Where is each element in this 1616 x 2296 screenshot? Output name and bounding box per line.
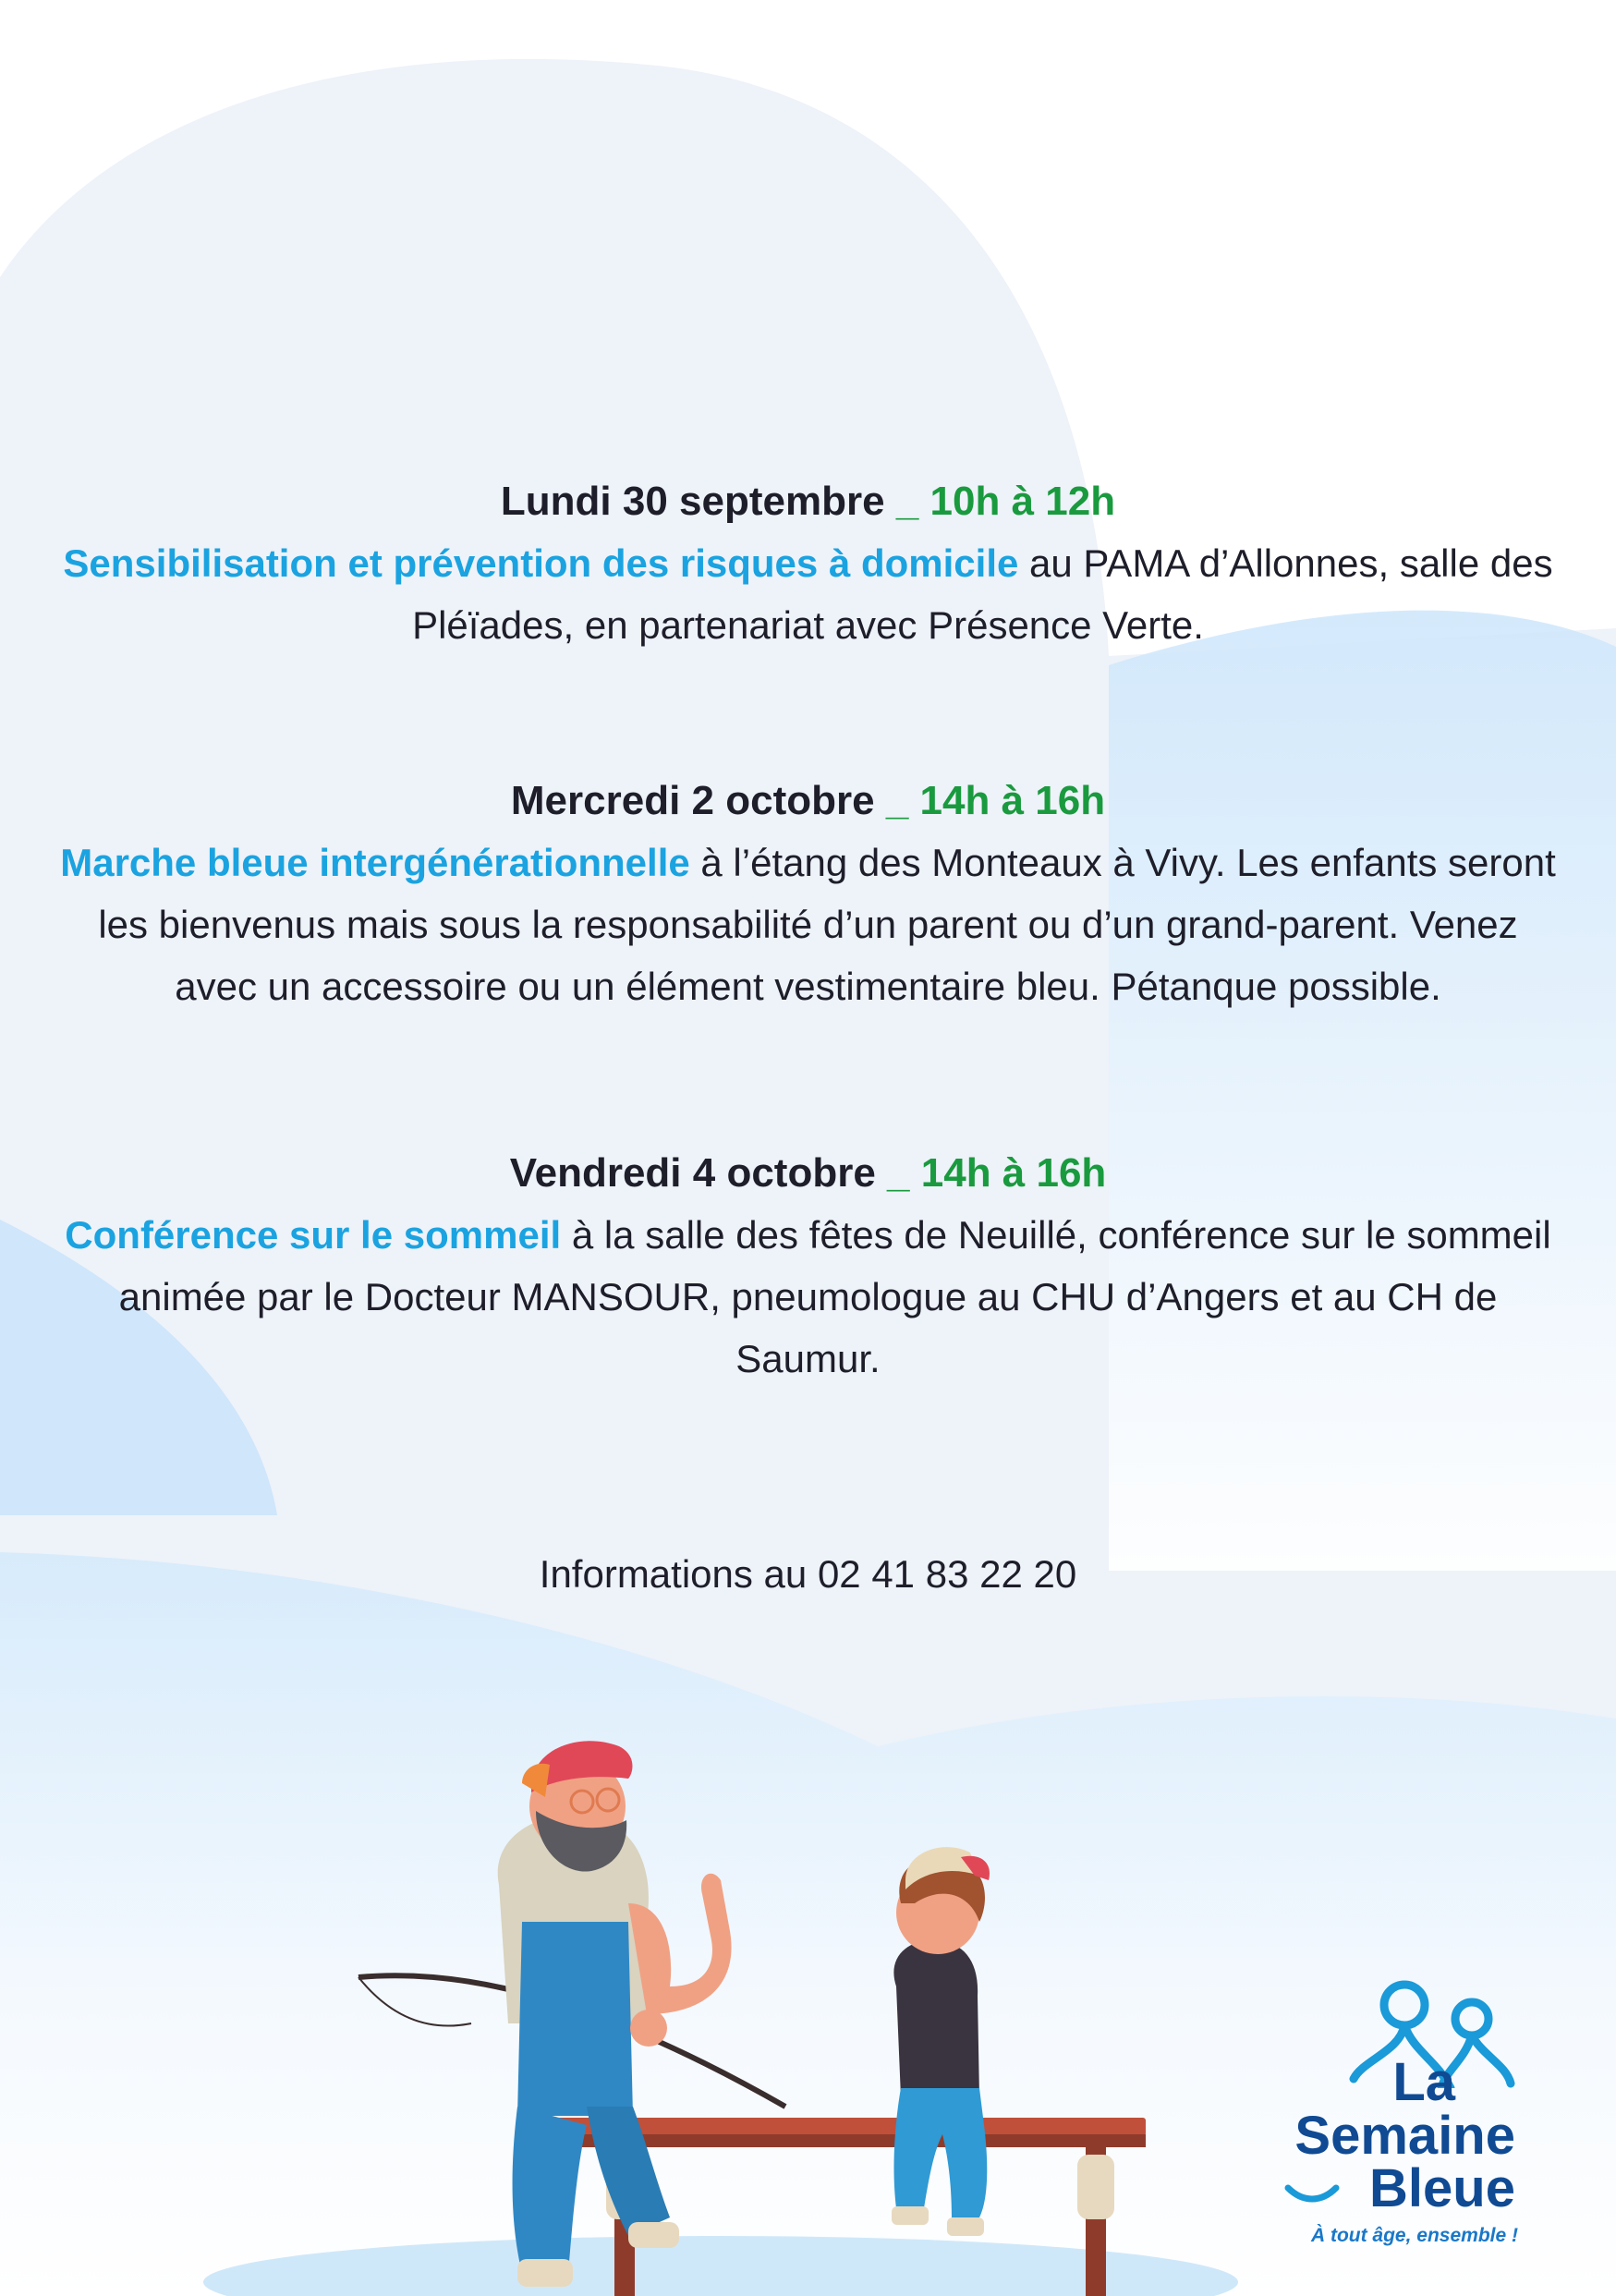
event-header	[55, 471, 1561, 532]
event-time: 14h à 16h	[919, 778, 1106, 823]
event-date: Vendredi 4 octobre	[509, 1150, 876, 1196]
event-desc-start: à la salle des fêtes de Neuillé, conférence	[561, 1213, 1291, 1257]
event-time: 14h à 16h	[920, 1150, 1107, 1196]
event-desc-start: à l’étang des Monteaux à Vivy.	[689, 841, 1226, 884]
separator: _	[885, 778, 909, 823]
event-date: Mercredi 2 octobre	[510, 778, 875, 823]
logo-figures-icon	[1243, 1977, 1538, 2088]
event-description	[55, 1204, 1561, 1390]
logo-word-semaine: Semaine	[1294, 2106, 1515, 2166]
event-title: Sensibilisation et prévention des risques à domicile	[63, 541, 1019, 585]
event-desc-start: au PAMA	[1018, 541, 1189, 585]
event-2	[55, 771, 1561, 1017]
event-header	[55, 1143, 1561, 1204]
event-title: Conférence sur le sommeil	[65, 1213, 562, 1257]
logo-word-la: La	[1392, 2052, 1455, 2112]
event-description	[55, 532, 1561, 656]
contact-info: Informations au 02 41 83 22 20	[539, 1552, 1077, 1596]
separator: _	[895, 479, 919, 524]
grandpa-figure	[498, 1741, 732, 2287]
event-desc-rest: sur le sommeil animée par le Docteur MANSOUR, pneumologue au CHU d’Angers et au CH de Saumur.	[118, 1213, 1551, 1380]
la-semaine-bleue-logo	[1243, 1977, 1538, 2282]
event-desc-rest: d’Allonnes, salle des Pléïades, en partenariat avec Présence Verte.	[412, 541, 1553, 647]
fishing-illustration	[351, 1719, 1164, 2296]
logo-word-bleue: Bleue	[1369, 2158, 1515, 2218]
logo-swoosh-icon	[1284, 2182, 1340, 2205]
event-header	[55, 771, 1561, 832]
event-1	[55, 471, 1561, 656]
boy-figure	[892, 1847, 990, 2236]
event-3	[55, 1143, 1561, 1390]
event-date: Lundi 30 septembre	[500, 479, 885, 524]
event-time: 10h à 12h	[930, 479, 1116, 524]
separator: _	[887, 1150, 910, 1196]
event-description	[55, 832, 1561, 1017]
event-title: Marche bleue intergénérationnelle	[60, 841, 690, 884]
event-desc-rest: Les enfants seront les bienvenus mais sous la responsabilité d’un parent ou d’un grand-parent. Venez avec un accessoire ou un élément vestimentaire bleu. Pétanque possible.	[98, 841, 1556, 1008]
logo-tagline: À tout âge, ensemble !	[1310, 2225, 1518, 2246]
